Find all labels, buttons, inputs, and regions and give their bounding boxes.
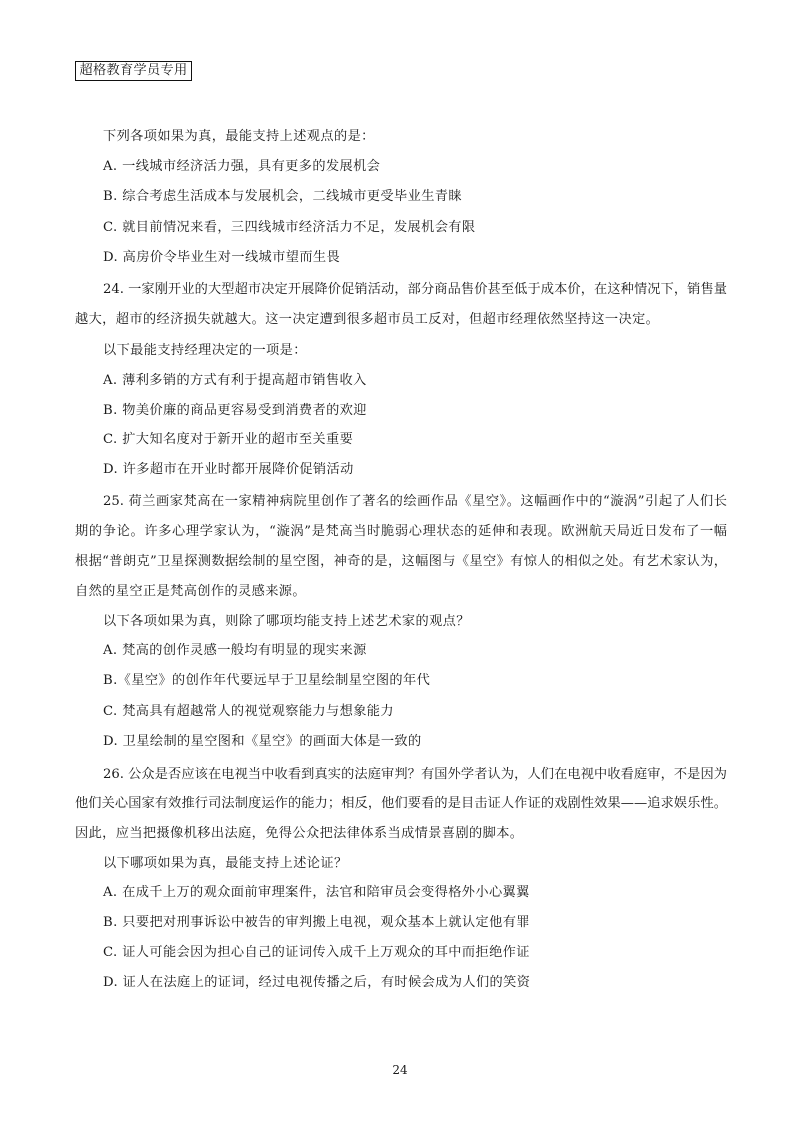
option-b: B. 综合考虑生活成本与发展机会，二线城市更受毕业生青睐 (103, 189, 462, 204)
option-d: D. 卫星绘制的星空图和《星空》的画面大体是一致的 (103, 734, 422, 749)
question-stem-line-4: 自然的星空正是梵高创作的灵感来源。 (75, 584, 306, 599)
option-d: D. 许多超市在开业时都开展降价促销活动 (103, 462, 354, 477)
option-c: C. 扩大知名度对于新开业的超市至关重要 (103, 432, 354, 447)
question-number: 26. (103, 767, 124, 782)
option-d: D. 高房价令毕业生对一线城市望而生畏 (103, 250, 341, 265)
option-b: B. 只要把对刑事诉讼中被告的审判搬上电视，观众基本上就认定他有罪 (103, 915, 530, 930)
question-stem-line-1 (103, 275, 727, 305)
option-a: A. 在成千上万的观众面前审理案件，法官和陪审员会变得格外小心翼翼 (103, 885, 530, 900)
question-prompt: 以下哪项如果为真，最能支持上述论证？ (103, 856, 348, 871)
question-stem-text: 荷兰画家梵高在一家精神病院里创作了著名的绘画作品《星空》。这幅画作中的“漩涡”引起了人们长 (127, 494, 727, 509)
question-stem-line-3: 根据“普朗克”卫星探测数据绘制的星空图，神奇的是，这幅图与《星空》有惊人的相似之处。有艺术家认为， (75, 554, 727, 569)
option-d: D. 证人在法庭上的证词，经过电视传播之后，有时候会成为人们的笑资 (103, 975, 531, 990)
question-number: 25. (103, 494, 124, 509)
question-number: 24. (103, 282, 124, 297)
option-b: B.《星空》的创作年代要远早于卫星绘制星空图的年代 (103, 673, 431, 688)
question-stem-line-2: 期的争论。许多心理学家认为，“漩涡”是梵高当时脆弱心理状态的延伸和表现。欧洲航天局近日发布了一幅 (75, 524, 727, 539)
question-stem-line-1 (103, 760, 727, 790)
option-c: C. 证人可能会因为担心自己的证词传入成千上万观众的耳中而拒绝作证 (103, 945, 530, 960)
question-stem-text: 一家刚开业的大型超市决定开展降价促销活动，部分商品售价甚至低于成本价，在这种情况下，销售量 (127, 282, 727, 297)
question-stem-line-1 (103, 487, 727, 517)
question-stem-line-2: 越大，超市的经济损失就越大。这一决定遭到很多超市员工反对，但超市经理依然坚持这一决定。 (75, 312, 660, 327)
question-stem-line-3: 因此，应当把摄像机移出法庭，免得公众把法律体系当成情景喜剧的脚本。 (75, 826, 524, 841)
question-stem-line-2: 他们关心国家有效推行司法制度运作的能力；相反，他们要看的是目击证人作证的戏剧性效果——追求娱乐性。 (75, 796, 727, 811)
option-a: A. 一线城市经济活力强，具有更多的发展机会 (103, 159, 381, 174)
question-prompt: 以下最能支持经理决定的一项是： (103, 343, 307, 358)
option-c: C. 就目前情况来看，三四线城市经济活力不足，发展机会有限 (103, 220, 476, 235)
option-b: B. 物美价廉的商品更容易受到消费者的欢迎 (103, 403, 367, 418)
page-number: 24 (392, 1063, 408, 1077)
question-prompt: 以下各项如果为真，则除了哪项均能支持上述艺术家的观点？ (103, 614, 470, 629)
option-a: A. 薄利多销的方式有利于提高超市销售收入 (103, 373, 367, 388)
question-prompt: 下列各项如果为真，最能支持上述观点的是： (103, 129, 375, 144)
header-badge: 超格教育学员专用 (75, 61, 192, 81)
question-stem-text: 公众是否应该在电视当中收看到真实的法庭审判？有国外学者认为，人们在电视中收看庭审，不是因为 (127, 767, 727, 782)
option-a: A. 梵高的创作灵感一般均有明显的现实来源 (103, 643, 367, 658)
option-c: C. 梵高具有超越常人的视觉观察能力与想象能力 (103, 704, 394, 719)
